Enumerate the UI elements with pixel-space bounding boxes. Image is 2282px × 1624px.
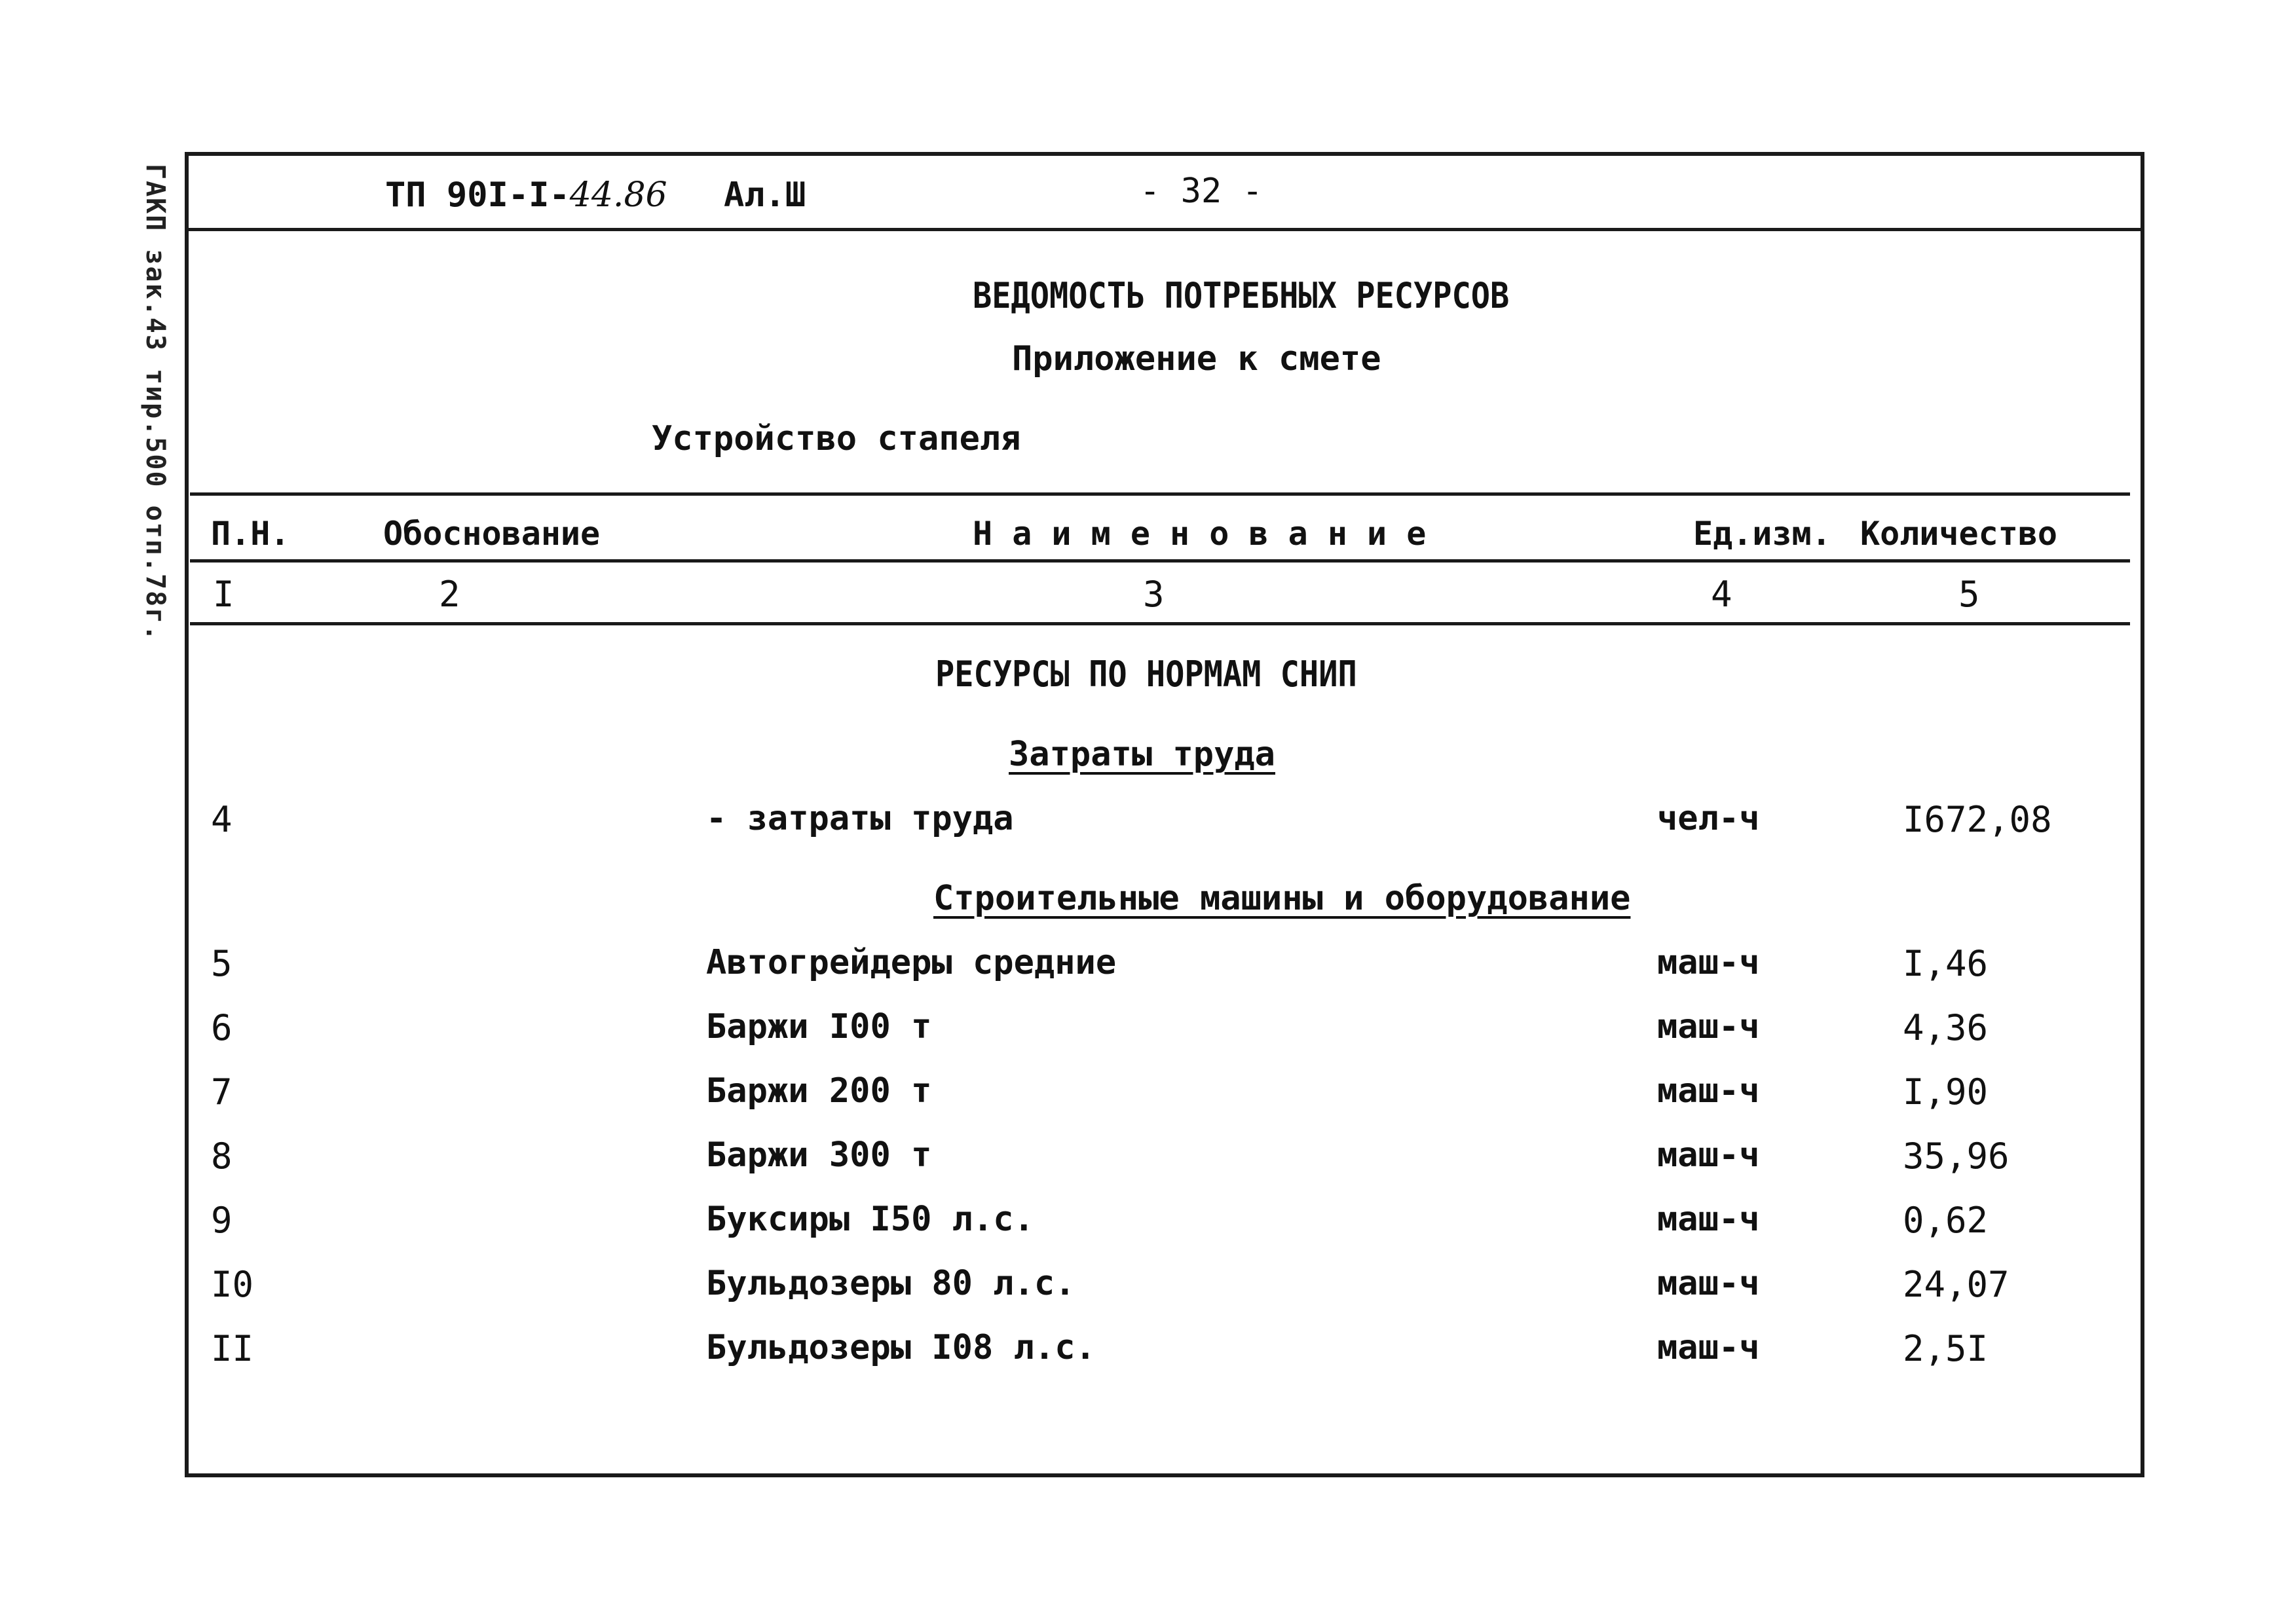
row-pn: 5	[211, 943, 233, 984]
row-name: Баржи 300 т	[706, 1135, 932, 1175]
row-qty: 24,07	[1903, 1264, 2010, 1305]
row-pn: 6	[211, 1007, 233, 1048]
row-name: Буксиры I50 л.с.	[706, 1200, 1034, 1239]
table-top-rule	[190, 492, 2130, 496]
row-unit: маш-ч	[1657, 943, 1760, 982]
row-qty: 0,62	[1903, 1200, 1989, 1241]
col-header-qty: Количество	[1860, 515, 2058, 553]
col-number-5: 5	[1958, 574, 1980, 615]
album-label: Ал.Ш	[724, 175, 806, 215]
col-number-2: 2	[439, 574, 460, 615]
page-subtitle: Приложение к смете	[1012, 339, 1381, 378]
col-number-1: I	[213, 574, 234, 615]
col-header-unit: Ед.изм.	[1693, 515, 1831, 553]
page-title: ВЕДОМОСТЬ ПОТРЕБНЫХ РЕСУРСОВ	[973, 275, 1510, 316]
row-unit: маш-ч	[1657, 1328, 1760, 1367]
row-pn: 4	[211, 799, 233, 840]
row-name: Баржи 200 т	[706, 1071, 932, 1111]
row-qty: I,90	[1903, 1071, 1989, 1113]
col-header-basis: Обоснование	[383, 515, 601, 553]
row-pn: I0	[211, 1264, 254, 1305]
row-name: Автогрейдеры средние	[706, 943, 1117, 982]
row-qty: 4,36	[1903, 1007, 1989, 1048]
row-unit: маш-ч	[1657, 1007, 1760, 1046]
object-name: Устройство стапеля	[652, 419, 1021, 458]
doc-code-handwritten: 44.86	[569, 175, 667, 215]
col-number-3: 3	[1143, 574, 1165, 615]
row-name: Бульдозеры 80 л.с.	[706, 1264, 1076, 1303]
group-title-machines: Строительные машины и оборудование	[933, 879, 1631, 918]
row-qty: 2,5I	[1903, 1328, 1989, 1369]
row-name: Баржи I00 т	[706, 1007, 932, 1046]
row-pn: II	[211, 1328, 254, 1369]
page-number: - 32 -	[1140, 172, 1263, 211]
row-name: - затраты труда	[706, 799, 1014, 838]
column-number-rule	[190, 622, 2130, 625]
col-header-name: Н а и м е н о в а н и е	[973, 515, 1427, 553]
row-unit: маш-ч	[1657, 1200, 1760, 1239]
row-unit: чел-ч	[1657, 799, 1760, 838]
row-pn: 8	[211, 1135, 233, 1177]
row-unit: маш-ч	[1657, 1071, 1760, 1111]
row-pn: 9	[211, 1200, 233, 1241]
col-header-pn: П.Н.	[211, 515, 290, 553]
doc-code-printed: ТП 90I-I-	[385, 175, 570, 215]
row-qty: I,46	[1903, 943, 1989, 984]
doc-code	[385, 175, 667, 215]
section-title: РЕСУРСЫ ПО НОРМАМ СНИП	[935, 654, 1357, 695]
col-number-4: 4	[1711, 574, 1732, 615]
side-print-stamp: ГАКП зак.43 тир.500 отп.78г.	[140, 164, 170, 642]
header-divider	[185, 228, 2144, 231]
row-unit: маш-ч	[1657, 1135, 1760, 1175]
row-name: Бульдозеры I08 л.с.	[706, 1328, 1096, 1367]
row-unit: маш-ч	[1657, 1264, 1760, 1303]
row-qty: 35,96	[1903, 1135, 2010, 1177]
group-title-labor: Затраты труда	[1009, 735, 1275, 774]
row-pn: 7	[211, 1071, 233, 1113]
row-qty: I672,08	[1903, 799, 2052, 840]
header-row-rule	[190, 559, 2130, 563]
